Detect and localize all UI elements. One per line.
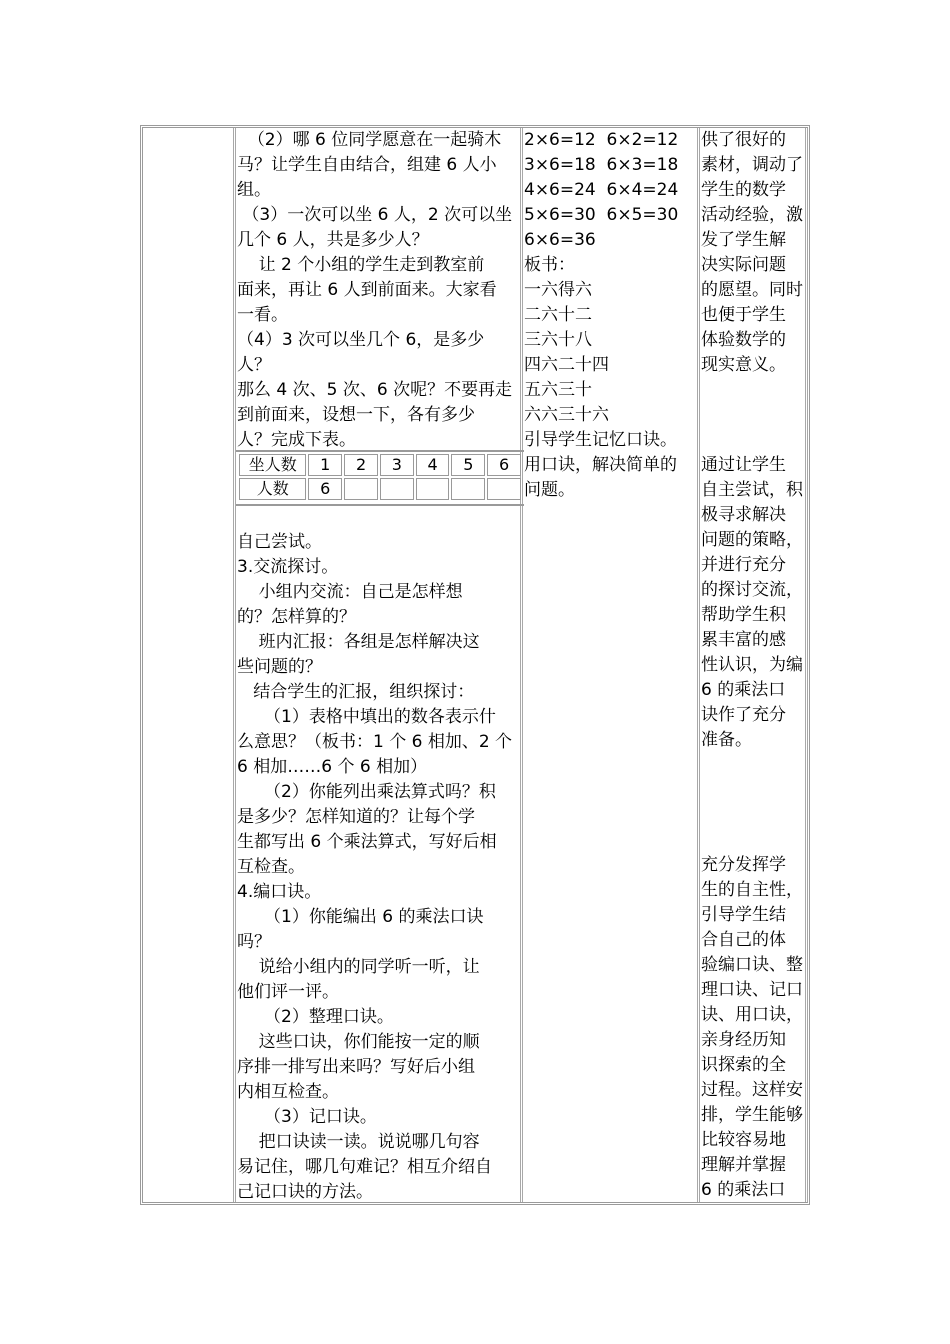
board-writing-column: [524, 128, 700, 503]
text-line: 素材，调动了: [701, 155, 803, 175]
text-line: 人？完成下表。: [237, 430, 356, 450]
table-row: [239, 478, 521, 500]
table-cell: 6: [487, 454, 521, 476]
intent-text-1: [701, 128, 811, 378]
text-line: 活动经验，激: [701, 205, 803, 225]
text-line: 诀作了充分: [701, 705, 786, 725]
text-line: 极寻求解决: [701, 505, 786, 525]
text-line: 累丰富的感: [701, 630, 786, 650]
text-line: 二六十二: [524, 305, 592, 325]
text-line: 三六十八: [524, 330, 592, 350]
text-line: 内相互检查。: [237, 1082, 339, 1102]
text-line: 引导学生结: [701, 905, 786, 925]
text-line: 发了学生解: [701, 230, 786, 250]
text-line: 学生的数学: [701, 180, 786, 200]
text-line: 引导学生记忆口诀。: [524, 430, 677, 450]
text-line: 五六三十: [524, 380, 592, 400]
text-line: 人？: [237, 355, 271, 375]
text-line: （1）表格中填出的数各表示什: [237, 707, 496, 727]
text-line: 过程。这样安: [701, 1080, 803, 1100]
text-line: 易记住，哪几句难记？相互介绍自: [237, 1157, 492, 1177]
text-line: 亲身经历知: [701, 1030, 786, 1050]
table-cell: 4: [416, 454, 450, 476]
text-line: 帮助学生积: [701, 605, 786, 625]
text-line: 验编口诀、整: [701, 955, 803, 975]
text-line: 的？怎样算的？: [237, 607, 356, 627]
text-line: 识探索的全: [701, 1055, 786, 1075]
process-text-bottom: [237, 530, 525, 1205]
text-line: （2）哪 6 位同学愿意在一起骑木: [237, 130, 502, 150]
table-cell: 2: [344, 454, 378, 476]
text-line: 自己尝试。: [237, 532, 322, 552]
text-line: 的探讨交流，: [701, 580, 803, 600]
text-line: 3×6=18 6×3=18: [524, 155, 679, 175]
text-line: 3.交流探讨。: [237, 557, 339, 577]
text-line: 决实际问题: [701, 255, 786, 275]
text-line: 己记口诀的方法。: [237, 1182, 373, 1202]
text-line: 一六得六: [524, 280, 592, 300]
text-line: 充分发挥学: [701, 855, 786, 875]
text-line: 现实意义。: [701, 355, 786, 375]
text-line: 序排一排写出来吗？写好后小组: [237, 1057, 475, 1077]
table-cell: [380, 478, 414, 500]
text-line: 么意思？（板书：1 个 6 相加、2 个: [237, 732, 513, 752]
text-line: 也便于学生: [701, 305, 786, 325]
process-text-top: [237, 128, 525, 453]
text-line: 问题的策略，: [701, 530, 803, 550]
text-line: 通过让学生: [701, 455, 786, 475]
text-line: 生的自主性，: [701, 880, 803, 900]
table-cell: [344, 478, 378, 500]
teaching-process-column: [237, 128, 525, 1205]
table-cell: [487, 478, 521, 500]
table-cell: [451, 478, 485, 500]
table-cell: 5: [451, 454, 485, 476]
text-line: 6 的乘法口: [701, 1180, 786, 1200]
text-line: 一看。: [237, 305, 288, 325]
text-line: 组。: [237, 180, 271, 200]
text-line: （1）你能编出 6 的乘法口诀: [237, 907, 484, 927]
text-line: 比较容易地: [701, 1130, 786, 1150]
text-line: 互检查。: [237, 857, 305, 877]
intent-text-2: [701, 453, 811, 753]
text-line: 说给小组内的同学听一听，让: [237, 957, 480, 977]
text-line: 的愿望。同时: [701, 280, 803, 300]
table-cell: 6: [308, 478, 342, 500]
text-line: 板书：: [524, 255, 575, 275]
text-line: 理口诀、记口: [701, 980, 803, 1000]
text-line: 准备。: [701, 730, 752, 750]
table-cell: 1: [308, 454, 342, 476]
text-line: 5×6=30 6×5=30: [524, 205, 679, 225]
text-line: （2）你能列出乘法算式吗？积: [237, 782, 496, 802]
board-text: [524, 128, 700, 503]
text-line: 自主尝试，积: [701, 480, 803, 500]
text-line: 诀、用口诀，: [701, 1005, 803, 1025]
text-line: 4×6=24 6×4=24: [524, 180, 679, 200]
text-line: 那么 4 次、5 次、6 次呢？不要再走: [237, 380, 513, 400]
text-line: 用口诀，解决简单的: [524, 455, 677, 475]
text-line: 这些口诀，你们能按一定的顺: [237, 1032, 480, 1052]
text-line: 6×6=36: [524, 230, 596, 250]
text-line: 性认识，为编: [701, 655, 803, 675]
text-line: 理解并掌握: [701, 1155, 786, 1175]
table-cell: [416, 478, 450, 500]
text-line: 6 的乘法口: [701, 680, 786, 700]
seat-count-table: [237, 452, 523, 502]
intent-text-3: [701, 853, 811, 1203]
text-line: 小组内交流：自己是怎样想: [237, 582, 463, 602]
table-header-cell: 人数: [239, 478, 306, 500]
text-line: 合自己的体: [701, 930, 786, 950]
text-line: 把口诀读一读。说说哪几句容: [237, 1132, 480, 1152]
text-line: （3）记口诀。: [237, 1107, 377, 1127]
text-line: 马？让学生自由结合，组建 6 人小: [237, 155, 497, 175]
text-line: 面来，再让 6 人到前面来。大家看: [237, 280, 497, 300]
text-line: 体验数学的: [701, 330, 786, 350]
text-line: （4）3 次可以坐几个 6，是多少: [237, 330, 485, 350]
text-line: （2）整理口诀。: [237, 1007, 394, 1027]
text-line: 他们评一评。: [237, 982, 339, 1002]
text-line: 4.编口诀。: [237, 882, 322, 902]
text-line: 让 2 个小组的学生走到教室前: [237, 255, 485, 275]
column-divider-1: [233, 128, 236, 1202]
table-row: [239, 454, 521, 476]
text-line: 2×6=12 6×2=12: [524, 130, 679, 150]
table-cell: 3: [380, 454, 414, 476]
text-line: 到前面来，设想一下，各有多少: [237, 405, 475, 425]
design-intent-column: [701, 128, 811, 1203]
text-line: 些问题的？: [237, 657, 322, 677]
text-line: 六六三十六: [524, 405, 609, 425]
text-line: （3）一次可以坐 6 人，2 次可以坐: [237, 205, 513, 225]
text-line: 6 相加……6 个 6 相加）: [237, 757, 428, 777]
text-line: 并进行充分: [701, 555, 786, 575]
text-line: 供了很好的: [701, 130, 786, 150]
text-line: 四六二十四: [524, 355, 609, 375]
text-line: 吗？: [237, 932, 271, 952]
text-line: 问题。: [524, 480, 575, 500]
text-line: 是多少？怎样知道的？让每个学: [237, 807, 475, 827]
text-line: 几个 6 人，共是多少人？: [237, 230, 429, 250]
table-header-cell: 坐人数: [239, 454, 306, 476]
text-line: 生都写出 6 个乘法算式，写好后相: [237, 832, 497, 852]
text-line: 排，学生能够: [701, 1105, 803, 1125]
text-line: 班内汇报：各组是怎样解决这: [237, 632, 480, 652]
text-line: 结合学生的汇报，组织探讨：: [237, 682, 475, 702]
